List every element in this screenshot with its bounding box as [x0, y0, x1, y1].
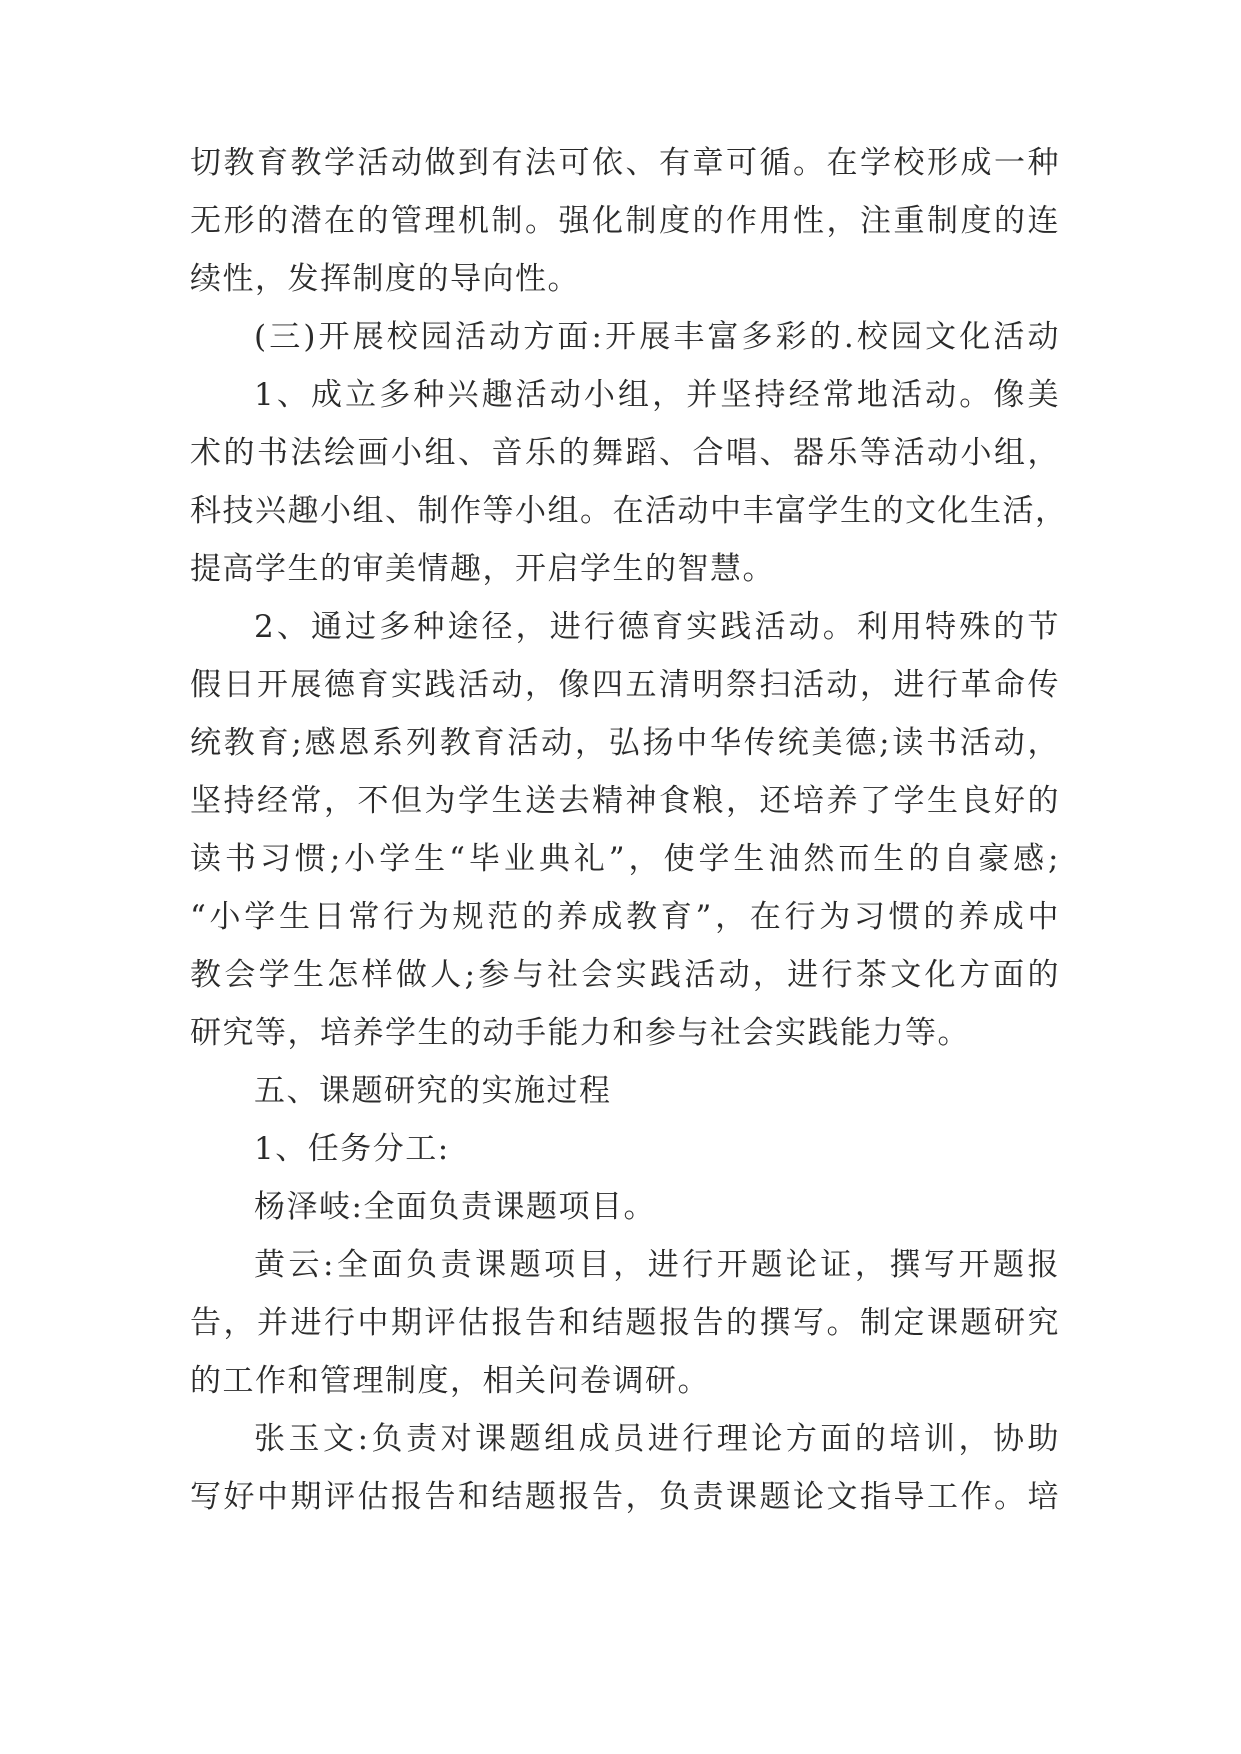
text-line: 科技兴趣小组、制作等小组。在活动中丰富学生的文化生活， [190, 493, 1068, 529]
text-line: 统教育;感恩系列教育活动，弘扬中华传统美德;读书活动， [190, 725, 1060, 761]
text-line: 告，并进行中期评估报告和结题报告的撰写。制定课题研究 [190, 1305, 1060, 1341]
text-line: 提高学生的审美情趣，开启学生的智慧。 [190, 551, 775, 587]
subsection-heading: 1、任务分工: [254, 1131, 450, 1167]
text-line: 读书习惯;小学生“毕业典礼”，使学生油然而生的自豪感; [190, 841, 1060, 877]
text-line: 写好中期评估报告和结题报告，负责课题论文指导工作。培 [190, 1479, 1060, 1515]
section-heading: 五、课题研究的实施过程 [254, 1073, 612, 1109]
text-line: 教会学生怎样做人;参与社会实践活动，进行茶文化方面的 [190, 957, 1060, 993]
text-line: 续性，发挥制度的导向性。 [190, 261, 580, 297]
text-line: 张玉文:负责对课题组成员进行理论方面的培训，协助 [254, 1421, 1060, 1457]
section-heading: (三)开展校园活动方面:开展丰富多彩的.校园文化活动 [254, 319, 1060, 355]
text-line: 研究等，培养学生的动手能力和参与社会实践能力等。 [190, 1015, 970, 1051]
text-line: 切教育教学活动做到有法可依、有章可循。在学校形成一种 [190, 145, 1060, 181]
text-line: 杨泽岐:全面负责课题项目。 [254, 1189, 656, 1225]
text-line: 1、成立多种兴趣活动小组，并坚持经常地活动。像美 [254, 377, 1060, 413]
text-line: 2、通过多种途径，进行德育实践活动。利用特殊的节 [254, 609, 1060, 645]
text-line: 术的书法绘画小组、音乐的舞蹈、合唱、器乐等活动小组， [190, 435, 1060, 471]
text-line: “小学生日常行为规范的养成教育”，在行为习惯的养成中 [190, 899, 1060, 935]
text-line: 坚持经常，不但为学生送去精神食粮，还培养了学生良好的 [190, 783, 1060, 819]
text-line: 假日开展德育实践活动，像四五清明祭扫活动，进行革命传 [190, 667, 1060, 703]
text-line: 的工作和管理制度，相关问卷调研。 [190, 1363, 710, 1399]
text-line: 无形的潜在的管理机制。强化制度的作用性，注重制度的连 [190, 203, 1060, 239]
text-line: 黄云:全面负责课题项目，进行开题论证，撰写开题报 [254, 1247, 1060, 1283]
